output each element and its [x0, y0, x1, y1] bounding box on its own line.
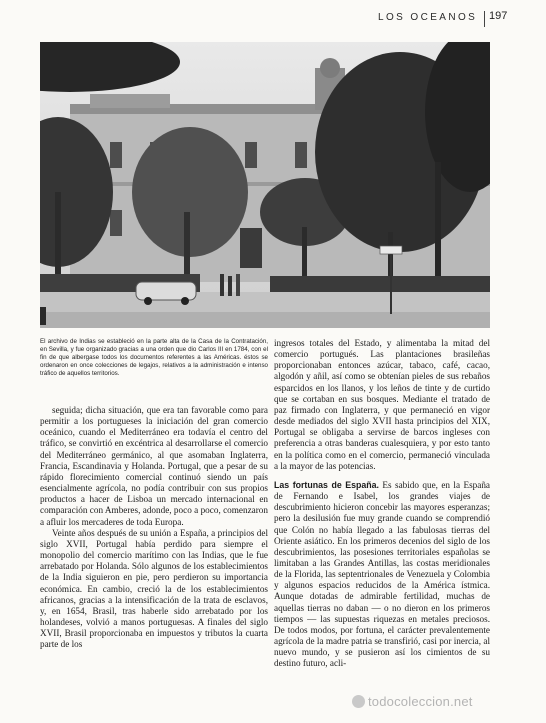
left-paragraph-2: Veinte años después de su unión a España, a principios del siglo XVII, Portugal había perdido para siempre el monopolio del comercio marítimo con las Indias, que le fue arrebatado por Holanda. Sólo algunos de los establecimientos de la India siguieron en pie, pero perdieron su importancia económica. En cambio, creció la de los establecimientos africanos, gracias a la intensificación de la trata de esclavos, y, en 1654, Brasil, tras haberle sido arrebatado por los holandeses, volvió a manos portuguesas. A finales del siglo XVII, Brasil proporcionaba en impuestos y tributos la cuarta parte de los: [40, 527, 268, 650]
running-title: LOS OCEANOS: [378, 12, 478, 23]
right-column: [274, 338, 490, 670]
right-paragraph-2-text: Es sabido que, en la España de Fernando e Isabel, los grandes viajes de descubrimiento hicieron concebir las mayores esperanzas; pero la desilusión fue muy grande cuando se comprendió que Colón no había llegado a las fabulosas tierras del Oriente asiático. En los primeros decenios del siglo de los descubrimientos, las posesiones territoriales españolas se limitaban a las Grandes Antillas, las costas meridionales de la Florida, las septentrionales de Venezuela y Colombia y algunos espacios reducidos de la América ístmica. Aunque dotadas de admirable fertilidad, muchas de aquellas tierras no daban — o no dieron en los primeros tiempos — las supuestas riquezas en metales preciosos. De todos modos, por fortuna, el carácter prevalentemente agrícola de la madre patria se transfirió, casi por inercia, al nuevo mundo, y se pusieron así los cimientos de su destino futuro, acli-: [274, 479, 490, 669]
right-paragraph-1: ingresos totales del Estado, y alimentaba la mitad del comercio portugués. Las plantaciones brasileñas proporcionaban entonces azúcar, tabaco, café, cacao, algodón y añil, así como se obtenían pieles de sus rebaños esparcidos en los llanos, y los leños de tinte y de curtido que se cortaban en sus bosques. Mediante el tratado de paz firmado con Inglaterra, y que permaneció en vigor desde mediados del siglo XVII hasta principios del XIX, Portugal se obligaba a servirse de barcos ingleses con preferencia a otras banderas cualesquiera, y por esto tanto en la política como en el comercio, permaneció vinculada a la mayor de las potencias.: [274, 338, 490, 471]
page-number: 197: [489, 10, 508, 22]
photo-caption: El archivo de Indias se estableció en la parte alta de la Casa de la Contratación, en Sevilla, y fue organizado gracias a una orden que dio Carlos III en 1784, con el fin de que albergase todos los documentos referentes a las Américas. éstos se ordenaron en once colecciones de legajos, relativos a la administración e intenso tráfico de aquellos territorios.: [40, 338, 268, 378]
left-column: [40, 405, 268, 650]
watermark-text: todocoleccion.net: [368, 694, 473, 709]
left-paragraph-1: seguida; dicha situación, que era tan favorable como para permitir a los portugueses la iniciación del gran comercio oceánico, cuando el Mediterráneo era todavía el centro del tráfico, se convirtió en excéntrica al desarrollarse el comercio del Mediterráneo germánico, al que asomaban Inglaterra, Francia, Escandinavia y Holanda. Portugal, que a pesar de su rápido florecimiento comercial continuó siendo un país esencialmente agrícola, no podía contribuir con sus propios productos a hacer de Lisboa un mercado internacional en comparación con Amberes, adonde, poco a poco, comenzaron a afluir los mercaderes de toda Europa.: [40, 405, 268, 527]
right-paragraph-2: [274, 480, 490, 670]
archive-building-photo: [40, 42, 490, 328]
header-separator: [484, 11, 485, 27]
section-subheading: Las fortunas de España.: [274, 479, 379, 490]
watermark-logo-icon: [352, 695, 365, 708]
